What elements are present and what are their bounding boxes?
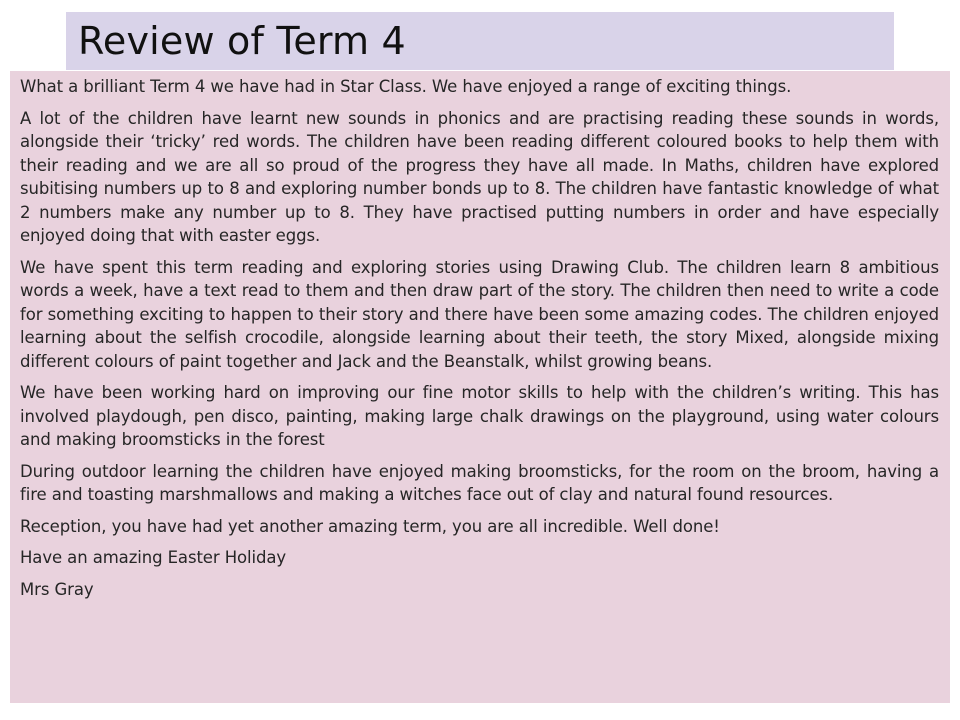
signature-line: Mrs Gray xyxy=(20,579,94,599)
review-content xyxy=(10,71,950,703)
fine-motor-paragraph: We have been working hard on improving our fine motor skills to help with the children’s writing. This has involved playdough, pen disco, painting, making large chalk drawings on the playground, using water colours and making broomsticks in the forest xyxy=(20,383,939,449)
intro-paragraph: What a brilliant Term 4 we have had in Star Class. We have enjoyed a range of exciting things. xyxy=(20,77,792,96)
title-banner xyxy=(66,12,894,70)
holiday-wish-paragraph: Have an amazing Easter Holiday xyxy=(20,548,287,567)
outdoor-learning-paragraph: During outdoor learning the children have enjoyed making broomsticks, for the room on the broom, having a fire and toasting marshmallows and making a witches face out of clay and natural found resources. xyxy=(20,461,939,504)
page-title: Review of Term 4 xyxy=(78,19,406,63)
drawing-club-paragraph: We have spent this term reading and exploring stories using Drawing Club. The children learn 8 ambitious words a week, have a text read to them and then draw part of the story. The children then need to write a code for something exciting to happen to their story and there have been some amazing codes. The children enjoyed learning about the selfish crocodile, alongside learning about their teeth, the story Mixed, alongside mixing different colours of paint together and Jack and the Beanstalk, whilst growing beans. xyxy=(20,257,939,371)
phonics-maths-paragraph: A lot of the children have learnt new sounds in phonics and are practising reading these sounds in words, alongside their ‘tricky’ red words. The children have been reading different coloured books to help them with their reading and we are all so proud of the progress they have all made. In Maths, children have explored subitising numbers up to 8 and exploring number bonds up to 8. The children have fantastic knowledge of what 2 numbers make any number up to 8. They have practised putting numbers in order and have especially enjoyed doing that with easter eggs. xyxy=(20,108,939,245)
well-done-paragraph: Reception, you have had yet another amazing term, you are all incredible. Well done! xyxy=(20,516,720,536)
